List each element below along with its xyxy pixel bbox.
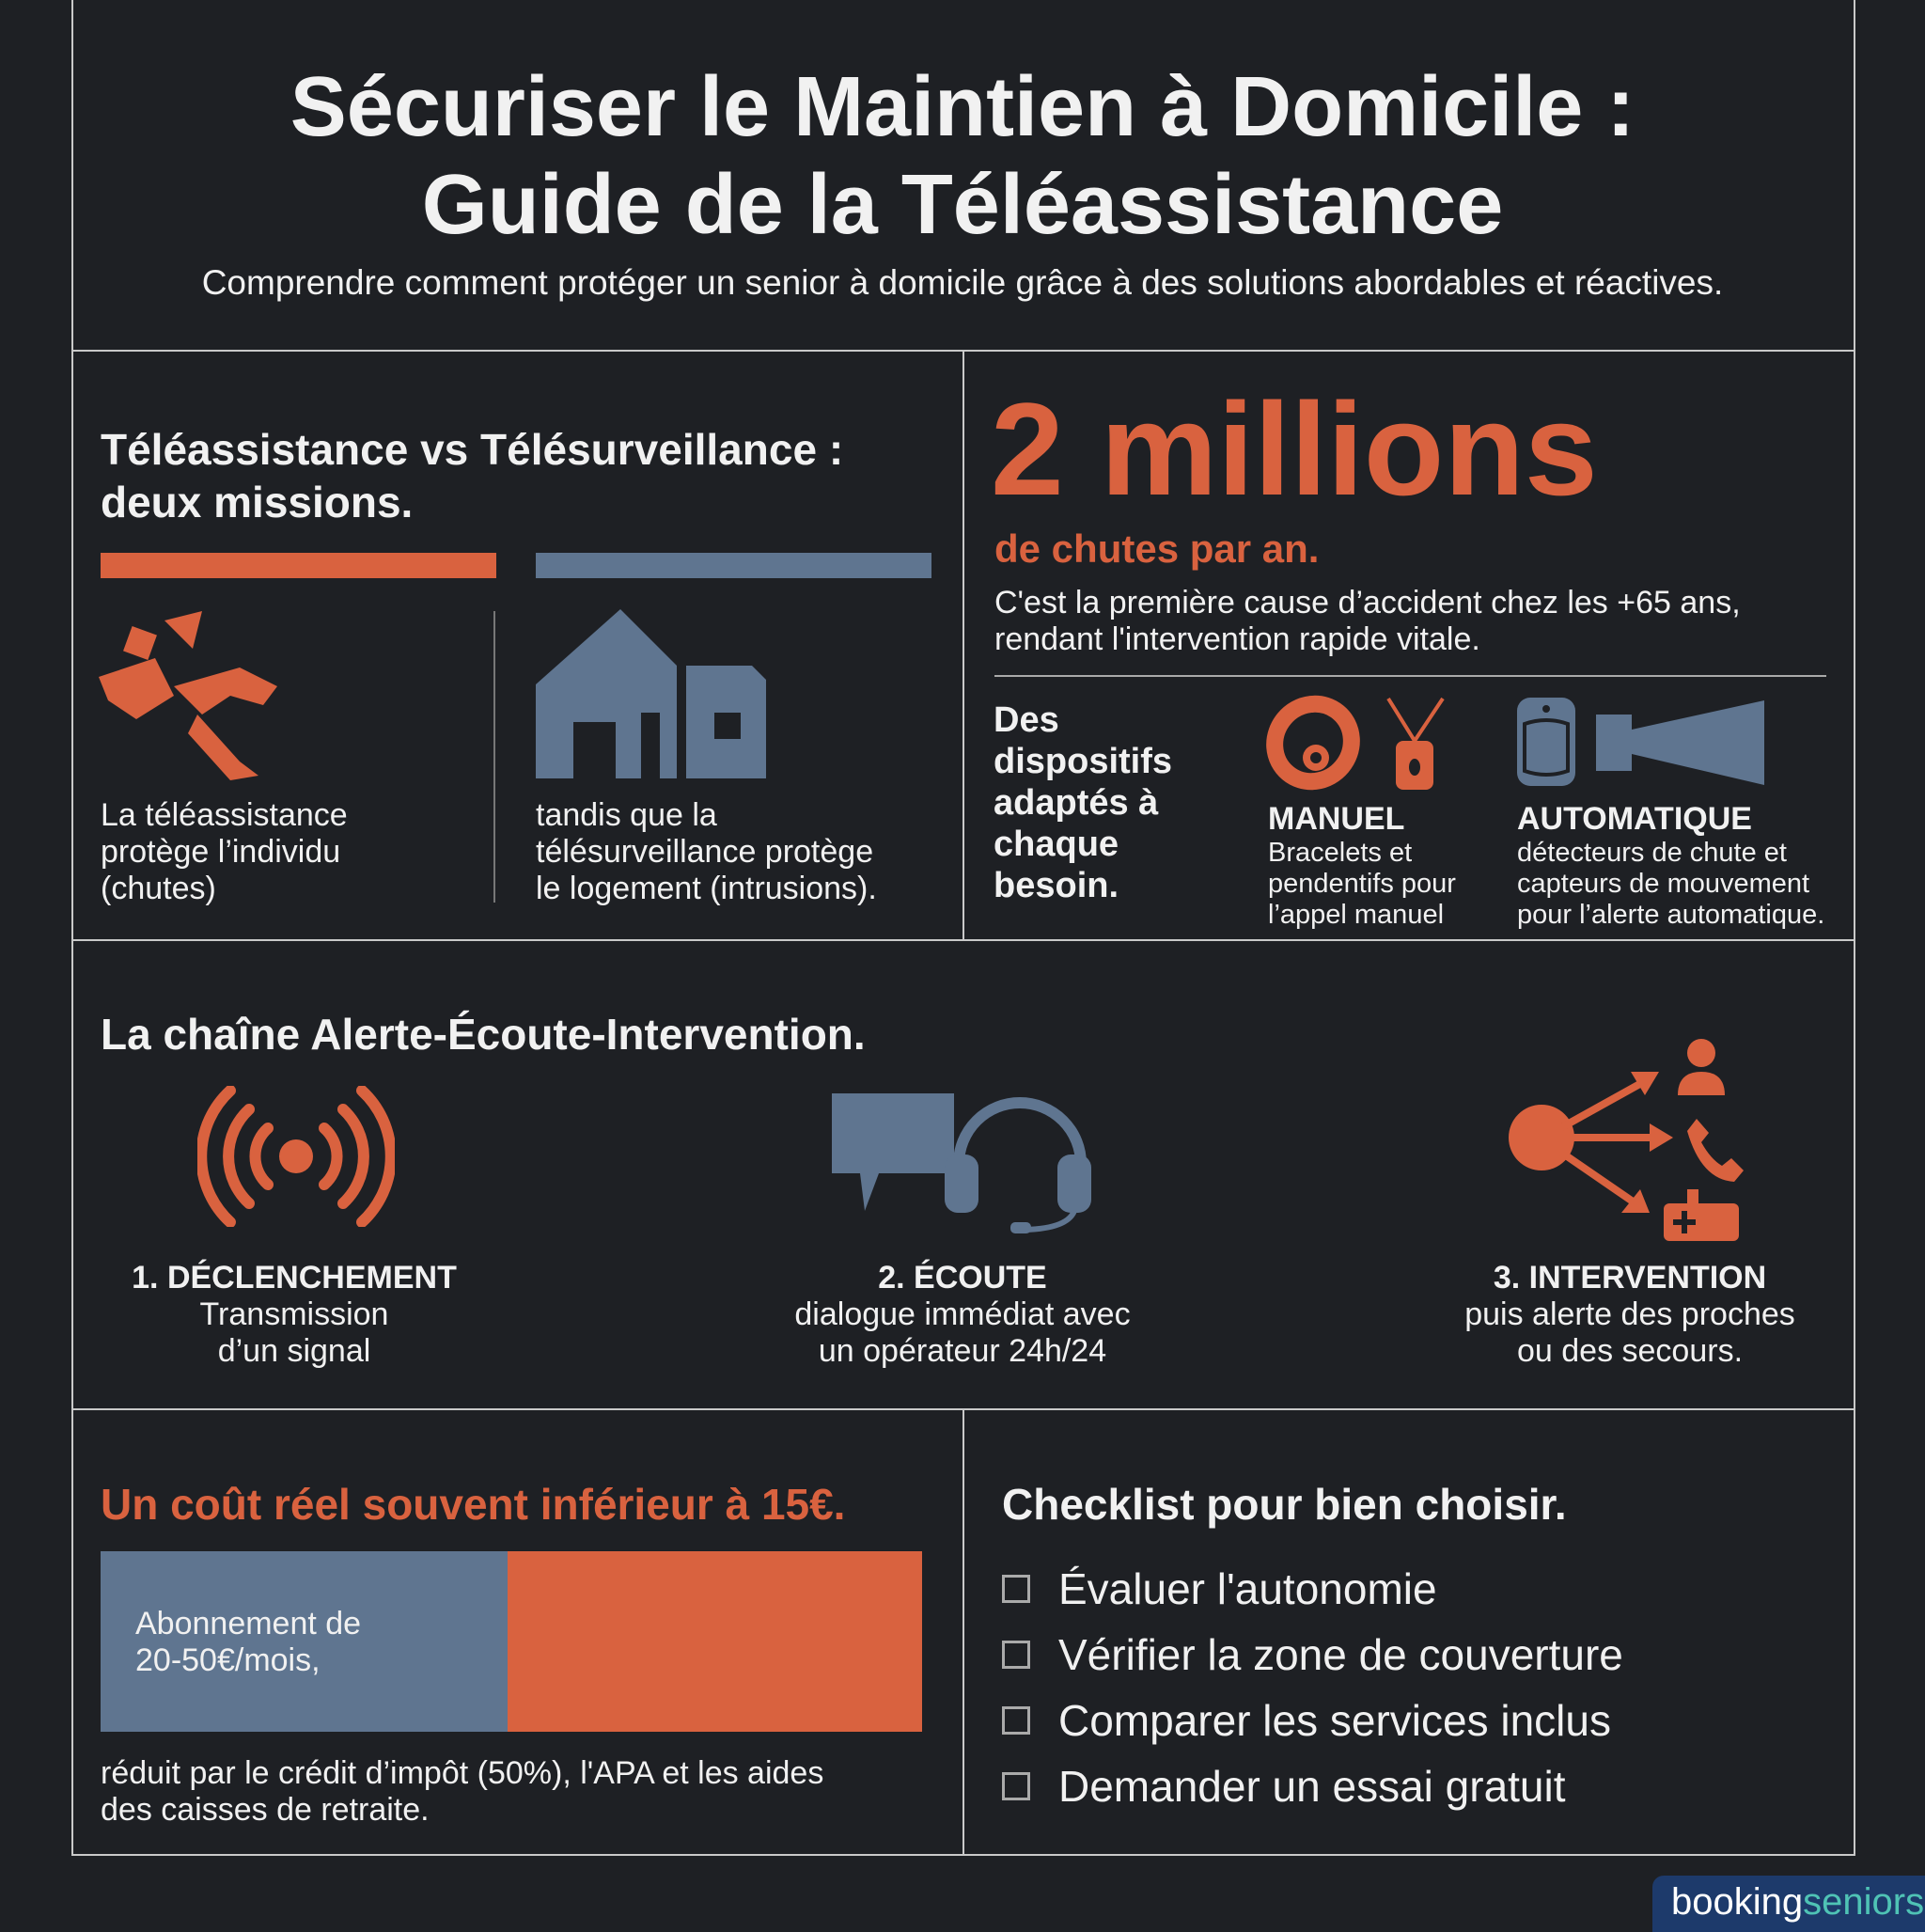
step-listen: 2. ÉCOUTE dialogue immédiat avec un opérateur 24h/24 xyxy=(794,1260,1131,1369)
step-trigger: 1. DÉCLENCHEMENT Transmission d’un signal xyxy=(132,1260,457,1369)
page-subtitle: Comprendre comment protéger un senior à domicile grâce à des solutions abordables et réactives. xyxy=(201,263,1724,302)
checkbox[interactable] xyxy=(1002,1706,1030,1735)
checklist-item-label: Évaluer l'autonomie xyxy=(1058,1564,1437,1613)
stat-number: 2 millions xyxy=(991,375,1598,523)
checklist-item[interactable] xyxy=(1002,1622,1623,1688)
cost-note: réduit par le crédit d’impôt (50%), l'APA et les aides des caisses de retraite. xyxy=(101,1755,824,1828)
stat-description: C'est la première cause d’accident chez les +65 ans, rendant l'intervention rapide vitale. xyxy=(994,585,1741,657)
dispatch-icon xyxy=(1504,1029,1758,1250)
motion-sensor-icon xyxy=(1515,696,1769,790)
chain-heading: La chaîne Alerte-Écoute-Intervention. xyxy=(101,1010,866,1059)
checklist xyxy=(1002,1556,1623,1819)
divider xyxy=(994,675,1826,677)
telesurveillance-text: tandis que la télésurveillance protège le logement (intrusions). xyxy=(536,797,877,906)
teleassistance-bar xyxy=(101,553,496,578)
missions-heading: Téléassistance vs Télésurveillance : deux missions. xyxy=(101,425,844,526)
divider xyxy=(493,611,495,903)
bracelet-pendant-icon xyxy=(1264,694,1452,793)
cost-heading: Un coût réel souvent inférieur à 15€. xyxy=(101,1480,846,1529)
stat-unit: de chutes par an. xyxy=(994,526,1320,571)
bookingseniors-logo[interactable]: bookingseniors xyxy=(1652,1876,1925,1932)
checklist-item-label: Vérifier la zone de couverture xyxy=(1058,1630,1623,1679)
chat-headset-icon xyxy=(832,1079,1095,1234)
teleassistance-text: La téléassistance protège l’individu (chutes) xyxy=(101,797,348,906)
checklist-heading: Checklist pour bien choisir. xyxy=(1002,1480,1567,1529)
cost-bar-reduction xyxy=(508,1551,922,1732)
cost-bar-label: Abonnement de 20-50€/mois, xyxy=(135,1606,362,1678)
checkbox[interactable] xyxy=(1002,1772,1030,1800)
checklist-item-label: Comparer les services inclus xyxy=(1058,1696,1611,1745)
devices-heading: Des dispositifs adaptés à chaque besoin. xyxy=(994,700,1173,905)
checkbox[interactable] xyxy=(1002,1575,1030,1603)
checklist-item[interactable] xyxy=(1002,1688,1623,1753)
page-title-line2: Guide de la Téléassistance xyxy=(421,158,1504,252)
checklist-item[interactable] xyxy=(1002,1753,1623,1819)
falling-person-icon xyxy=(99,611,287,780)
step-intervention: 3. INTERVENTION puis alerte des proches ou des secours. xyxy=(1464,1260,1795,1369)
automatic-devices: AUTOMATIQUE détecteurs de chute et capteurs de mouvement pour l’alerte automatique. xyxy=(1517,801,1825,930)
house-icon xyxy=(536,609,771,778)
checkbox[interactable] xyxy=(1002,1641,1030,1669)
checklist-item[interactable] xyxy=(1002,1556,1623,1622)
page-title-line1: Sécuriser le Maintien à Domicile : xyxy=(290,60,1635,154)
manual-devices: MANUEL Bracelets et pendentifs pour l’appel manuel xyxy=(1268,801,1456,930)
signal-icon xyxy=(197,1086,395,1227)
telesurveillance-bar xyxy=(536,553,931,578)
checklist-item-label: Demander un essai gratuit xyxy=(1058,1762,1566,1811)
